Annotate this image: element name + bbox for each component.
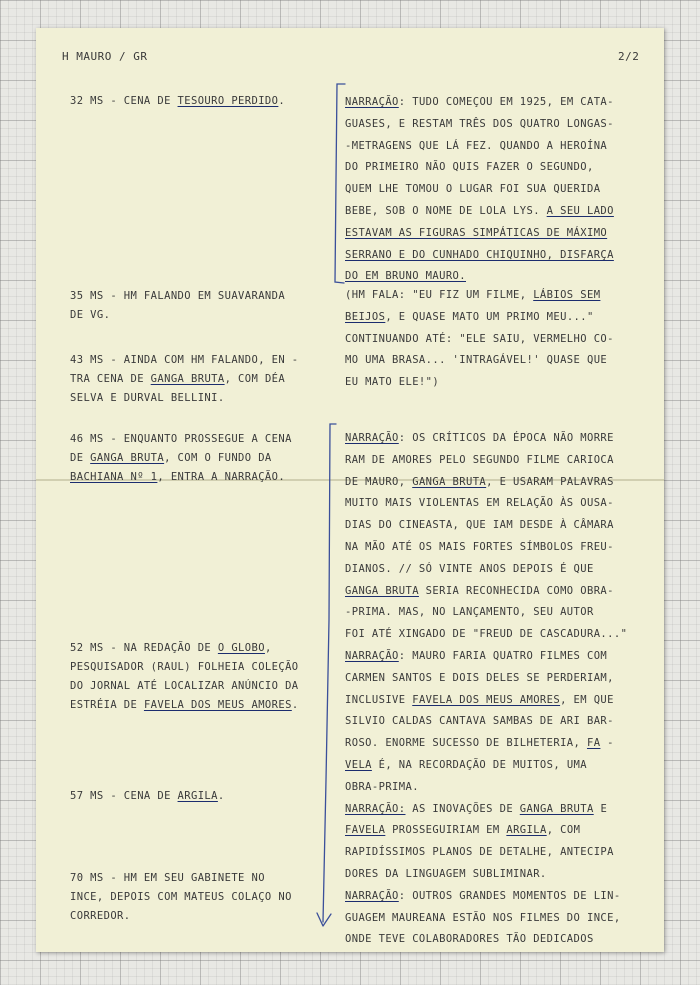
text-line [345,733,645,755]
underlined-text: BACHIANA Nº 1 [70,471,158,483]
text-segment: . [278,95,286,107]
text-segment: INCE, DEPOIS COM MATEUS COLAÇO NO [70,891,292,903]
text-segment: NA MÃO ATÉ OS MAIS FORTES SÍMBOLOS FREU- [345,540,614,553]
text-line [345,201,645,223]
text-line [345,307,645,329]
text-line [345,929,645,951]
text-segment: , [264,642,272,654]
text-line [70,696,315,715]
text-segment: SILVIO CALDAS CANTAVA SAMBAS DE ARI BAR- [345,715,614,728]
scene-cue-32 [70,92,315,111]
underlined-text: GANGA BRUTA [150,373,225,385]
text-line [345,646,645,668]
text-line [70,658,315,677]
text-segment: : MAURO FARIA QUATRO FILMES COM [398,649,608,662]
text-line [345,114,645,136]
text-line [345,285,645,307]
underlined-text: GANGA BRUTA [90,452,165,464]
scene-cue-43 [70,351,315,408]
text-line [345,372,645,394]
text-segment: GUASES, E RESTAM TRÊS DOS QUATRO LONGAS- [345,117,614,130]
underlined-text: NARRAÇÃO [345,96,399,108]
underlined-text: TESOURO PERDIDO [177,95,279,107]
text-segment: CARMEN SANTOS E DOIS DELES SE PERDERIAM, [345,671,614,684]
text-line [70,907,315,926]
text-segment: : OUTROS GRANDES MOMENTOS DE LIN- [398,889,621,902]
text-line [345,755,645,777]
text-segment: , COM DÉA [224,373,286,385]
text-line [345,886,645,908]
text-segment: SERIA RECONHECIDA COMO OBRA- [418,584,614,597]
text-line [345,559,645,581]
text-line [345,472,645,494]
text-segment: ROSO. ENORME SUCESSO DE BILHETERIA, [345,737,587,750]
text-line [345,842,645,864]
underlined-text: GANGA BRUTA [345,584,419,597]
text-line [345,157,645,179]
text-segment: - [600,737,614,750]
text-segment: É, NA RECORDAÇÃO DE MUITOS, UMA [371,758,587,771]
text-line [70,449,315,468]
text-segment: , E QUASE MATO UM PRIMO MEU..." [385,310,594,323]
text-segment: RAM DE AMORES PELO SEGUNDO FILME CARIOCA [345,453,614,466]
text-segment: GUAGEM MAUREANA ESTÃO NOS FILMES DO INCE, [345,911,621,924]
text-line [345,799,645,821]
text-line [345,777,645,799]
text-segment: PESQUISADOR (RAUL) FOLHEIA COLEÇÃO [70,661,299,673]
text-segment: : TUDO COMEÇOU EM 1925, EM CATA- [398,96,614,108]
text-segment: FOI ATÉ XINGADO DE "FREUD DE CASCADURA..." [345,628,628,641]
text-line [345,136,645,158]
text-segment: 52 MS - NA REDAÇÃO DE [70,642,218,654]
text-segment: . [217,790,225,802]
text-segment: 70 MS - HM EM SEU GABINETE NO [70,872,265,884]
header-author: H MAURO / GR [62,50,148,63]
underlined-text: DO EM BRUNO MAURO. [345,270,466,283]
text-line [345,515,645,537]
underlined-text: ARGILA [506,824,547,837]
text-line [345,329,645,351]
text-segment: DIANOS. // SÓ VINTE ANOS DEPOIS É QUE [345,562,594,575]
text-line [345,668,645,690]
text-line [345,690,645,712]
text-segment: 46 MS - ENQUANTO PROSSEGUE A CENA [70,433,292,445]
text-segment: DO PRIMEIRO NÃO QUIS FAZER O SEGUNDO, [345,161,594,174]
text-line [70,287,315,306]
text-segment: DORES DA LINGUAGEM SUBLIMINAR. [345,867,547,880]
text-segment: (HM FALA: "EU FIZ UM FILME, [345,289,534,301]
text-segment: CONTINUANDO ATÉ: "ELE SAIU, VERMELHO CO- [345,332,614,345]
text-segment: 57 MS - CENA DE [70,790,178,802]
text-segment: PROSSEGUIRIAM EM [385,824,507,837]
text-segment: SELVA E DURVAL BELLINI. [70,392,225,404]
text-segment: TRA CENA DE [70,373,151,385]
underlined-text: A SEU LADO [546,204,614,217]
page-number: 2/2 [618,50,640,63]
underlined-text: VELA [345,758,372,771]
text-segment: , ENTRA A NARRAÇÃO. [157,471,286,483]
text-segment: CORREDOR. [70,910,131,922]
text-segment: OBRA-PRIMA. [345,780,419,793]
text-line [70,869,315,888]
underlined-text: LÁBIOS SEM [533,289,601,301]
text-segment: BEBE, SOB O NOME DE LOLA LYS. [345,204,547,217]
text-segment: INCLUSIVE [345,693,413,706]
text-line [345,624,645,646]
text-segment: AS INOVAÇÕES DE [405,802,520,815]
text-segment: 32 MS - CENA DE [70,95,178,107]
underlined-text: FA [586,737,601,750]
scene-cue-35 [70,287,315,325]
text-segment: 35 MS - HM FALANDO EM SUAVARANDA [70,290,286,302]
underlined-text: NARRAÇÃO [345,432,399,444]
text-segment: ONDE TEVE COLABORADORES TÃO DEDICADOS [345,933,594,946]
text-line [70,468,315,487]
text-line [345,428,645,450]
text-segment: DIAS DO CINEASTA, QUE IAM DESDE À CÂMARA [345,519,614,532]
text-segment: : OS CRÍTICOS DA ÉPOCA NÃO MORRE [398,432,614,444]
text-segment: . [291,699,299,711]
text-line [70,389,315,408]
text-line [345,908,645,930]
underlined-text: SERRANO E DO CUNHADO CHIQUINHO, DISFARÇA [345,248,614,261]
text-segment: DO JORNAL ATÉ LOCALIZAR ANÚNCIO DA [70,680,299,692]
text-line [70,306,315,325]
underlined-text: NARRAÇÃO [345,889,399,902]
text-line [345,350,645,372]
underlined-text: FAVELA [345,824,386,837]
text-line [345,223,645,245]
text-segment: -PRIMA. MAS, NO LANÇAMENTO, SEU AUTOR [345,606,594,619]
text-line [70,351,315,370]
text-segment: E [593,802,608,815]
narration-block-2 [345,428,645,951]
text-line [345,602,645,624]
text-segment: -METRAGENS QUE LÁ FEZ. QUANDO A HEROÍNA [345,139,608,152]
text-line [70,430,315,449]
text-line [70,370,315,389]
text-line [345,864,645,886]
text-line [70,888,315,907]
text-segment: DE [70,452,91,464]
text-line [345,493,645,515]
text-segment: DE VG. [70,309,111,321]
text-segment: , COM O FUNDO DA [164,452,272,464]
text-segment: RAPIDÍSSIMOS PLANOS DE DETALHE, ANTECIPA [345,846,614,859]
text-segment: , EM QUE [560,693,614,706]
text-line [345,581,645,603]
text-line [345,711,645,733]
underlined-text: NARRAÇÃO: [345,802,406,815]
text-line [345,450,645,472]
text-line [345,179,645,201]
text-segment: MO UMA BRASA... 'INTRAGÁVEL!' QUASE QUE [345,354,608,367]
underlined-text: FAVELA DOS MEUS AMORES [412,693,561,706]
text-segment: ESTRÉIA DE [70,699,144,711]
text-line [70,639,315,658]
scene-cue-52 [70,639,315,715]
text-line [70,92,315,111]
underlined-text: GANGA BRUTA [519,802,594,815]
text-segment: EU MATO ELE!") [345,376,440,389]
text-segment: 43 MS - AINDA COM HM FALANDO, EN - [70,354,299,366]
text-line [345,537,645,559]
text-segment: , E USARAM PALAVRAS [486,475,614,488]
text-line [345,245,645,267]
text-segment: QUEM LHE TOMOU O LUGAR FOI SUA QUERIDA [345,183,601,196]
text-line [345,92,645,114]
underlined-text: NARRAÇÃO [345,649,399,662]
scene-cue-46 [70,430,315,487]
underlined-text: ARGILA [177,790,218,802]
underlined-text: ESTAVAM AS FIGURAS SIMPÁTICAS DE MÁXIMO [345,226,608,239]
text-segment: DE MAURO, [345,475,413,488]
text-line [345,820,645,842]
hm-speech-block [345,285,645,394]
underlined-text: O GLOBO [217,642,265,654]
underlined-text: FAVELA DOS MEUS AMORES [143,699,292,711]
narration-block-1 [345,92,645,288]
text-segment: , COM [546,824,581,837]
scene-cue-57 [70,787,315,806]
underlined-text: BEIJOS [345,310,386,323]
text-line [70,677,315,696]
underlined-text: GANGA BRUTA [412,475,487,488]
scene-cue-70 [70,869,315,926]
text-line [70,787,315,806]
text-segment: MUITO MAIS VIOLENTAS EM RELAÇÃO ÀS OUSA- [345,497,614,510]
